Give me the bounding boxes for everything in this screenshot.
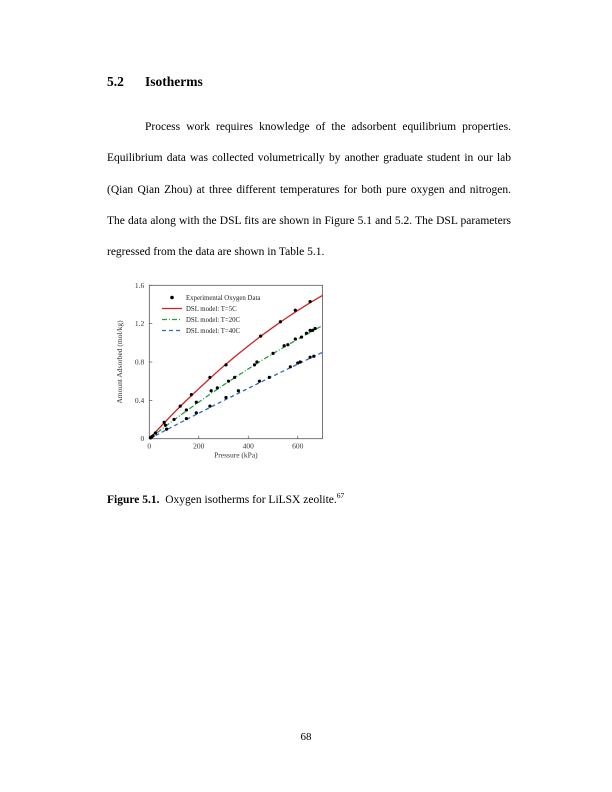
- data-point-t40c: [195, 411, 198, 414]
- page-number: 68: [300, 731, 312, 743]
- y-tick-label: 1.2: [134, 319, 145, 329]
- y-tick-label: 0.8: [134, 357, 145, 367]
- legend-marker-data: [170, 296, 174, 300]
- data-point-t40c: [185, 417, 188, 420]
- data-point-t5c: [294, 309, 297, 312]
- data-point-t20c: [300, 335, 303, 338]
- model-line-t20c: [149, 326, 322, 439]
- section-heading: [107, 74, 203, 90]
- section-number: 5.2: [107, 74, 124, 89]
- data-point-t20c: [305, 332, 308, 335]
- data-point-t40c: [224, 396, 227, 399]
- y-tick-label: 0.4: [134, 395, 145, 405]
- data-point-t20c: [227, 380, 230, 383]
- data-point-t40c: [172, 418, 175, 421]
- x-axis-label: Pressure (kPa): [214, 450, 258, 460]
- data-point-t5c: [224, 363, 227, 366]
- data-point-t40c: [312, 355, 315, 358]
- y-tick-label: 1.6: [134, 280, 145, 290]
- figure-caption: [107, 491, 344, 506]
- x-tick-label: 600: [292, 441, 304, 451]
- data-point-t40c: [237, 389, 240, 392]
- caption-label: Figure 5.1.: [107, 493, 160, 506]
- section-title: Isotherms: [145, 74, 203, 89]
- body-paragraph: Process work requires knowledge of the adsorbent equilibrium properties. Equilibrium data was collected volumetrically by another graduate student in our lab (Qian Qian Zhou) at three different temperatures for both pure oxygen and nitrogen. The data along with the DSL fits are shown in Figure 5.1 and 5.2. The DSL parameters regressed from the data are shown in Table 5.1.: [107, 121, 511, 259]
- data-point-t5c: [179, 405, 182, 408]
- data-point-t40c: [268, 376, 271, 379]
- data-point-t5c: [279, 320, 282, 323]
- model-line-t40c: [149, 352, 322, 438]
- data-point-t20c: [195, 401, 198, 404]
- y-axis-label: Amount Adsorbed (mol/kg): [115, 320, 124, 404]
- data-point-t40c: [165, 428, 168, 431]
- y-tick-label: 0: [140, 434, 145, 444]
- x-tick-label: 0: [147, 441, 152, 451]
- legend-label: DSL model: T=20C: [186, 317, 241, 324]
- caption-reference: 67: [336, 491, 345, 500]
- data-point-t20c: [286, 343, 289, 346]
- isotherm-chart: [110, 280, 330, 472]
- data-point-t40c: [258, 380, 261, 383]
- data-point-t5c: [190, 393, 193, 396]
- data-point-t20c: [216, 386, 219, 389]
- legend-label: DSL model: T=40C: [186, 328, 241, 335]
- data-point-t20c: [233, 376, 236, 379]
- data-point-t5c: [154, 431, 157, 434]
- x-tick-label: 200: [193, 441, 205, 451]
- data-point-t20c: [210, 389, 213, 392]
- data-point-t20c: [271, 352, 274, 355]
- data-point-t5c: [309, 300, 312, 303]
- data-point-t20c: [283, 344, 286, 347]
- data-point-t5c: [259, 335, 262, 338]
- data-point-t40c: [208, 405, 211, 408]
- data-point-t20c: [185, 408, 188, 411]
- data-point-t5c: [208, 376, 211, 379]
- data-point-t40c: [289, 365, 292, 368]
- x-tick-label: 400: [242, 441, 254, 451]
- data-point-t20c: [313, 327, 316, 330]
- data-point-t40c: [309, 356, 312, 359]
- data-point-t20c: [253, 363, 256, 366]
- data-point-t40c: [299, 360, 302, 363]
- data-point-t40c: [149, 436, 152, 439]
- legend-label: Experimental Oxygen Data: [186, 295, 261, 302]
- caption-text: Oxygen isotherms for LiLSX zeolite.: [165, 493, 337, 506]
- data-point-t20c: [255, 360, 258, 363]
- data-point-t20c: [164, 424, 167, 427]
- data-point-t20c: [294, 337, 297, 340]
- legend-label: DSL model: T=5C: [186, 306, 237, 313]
- data-point-t5c: [163, 421, 166, 424]
